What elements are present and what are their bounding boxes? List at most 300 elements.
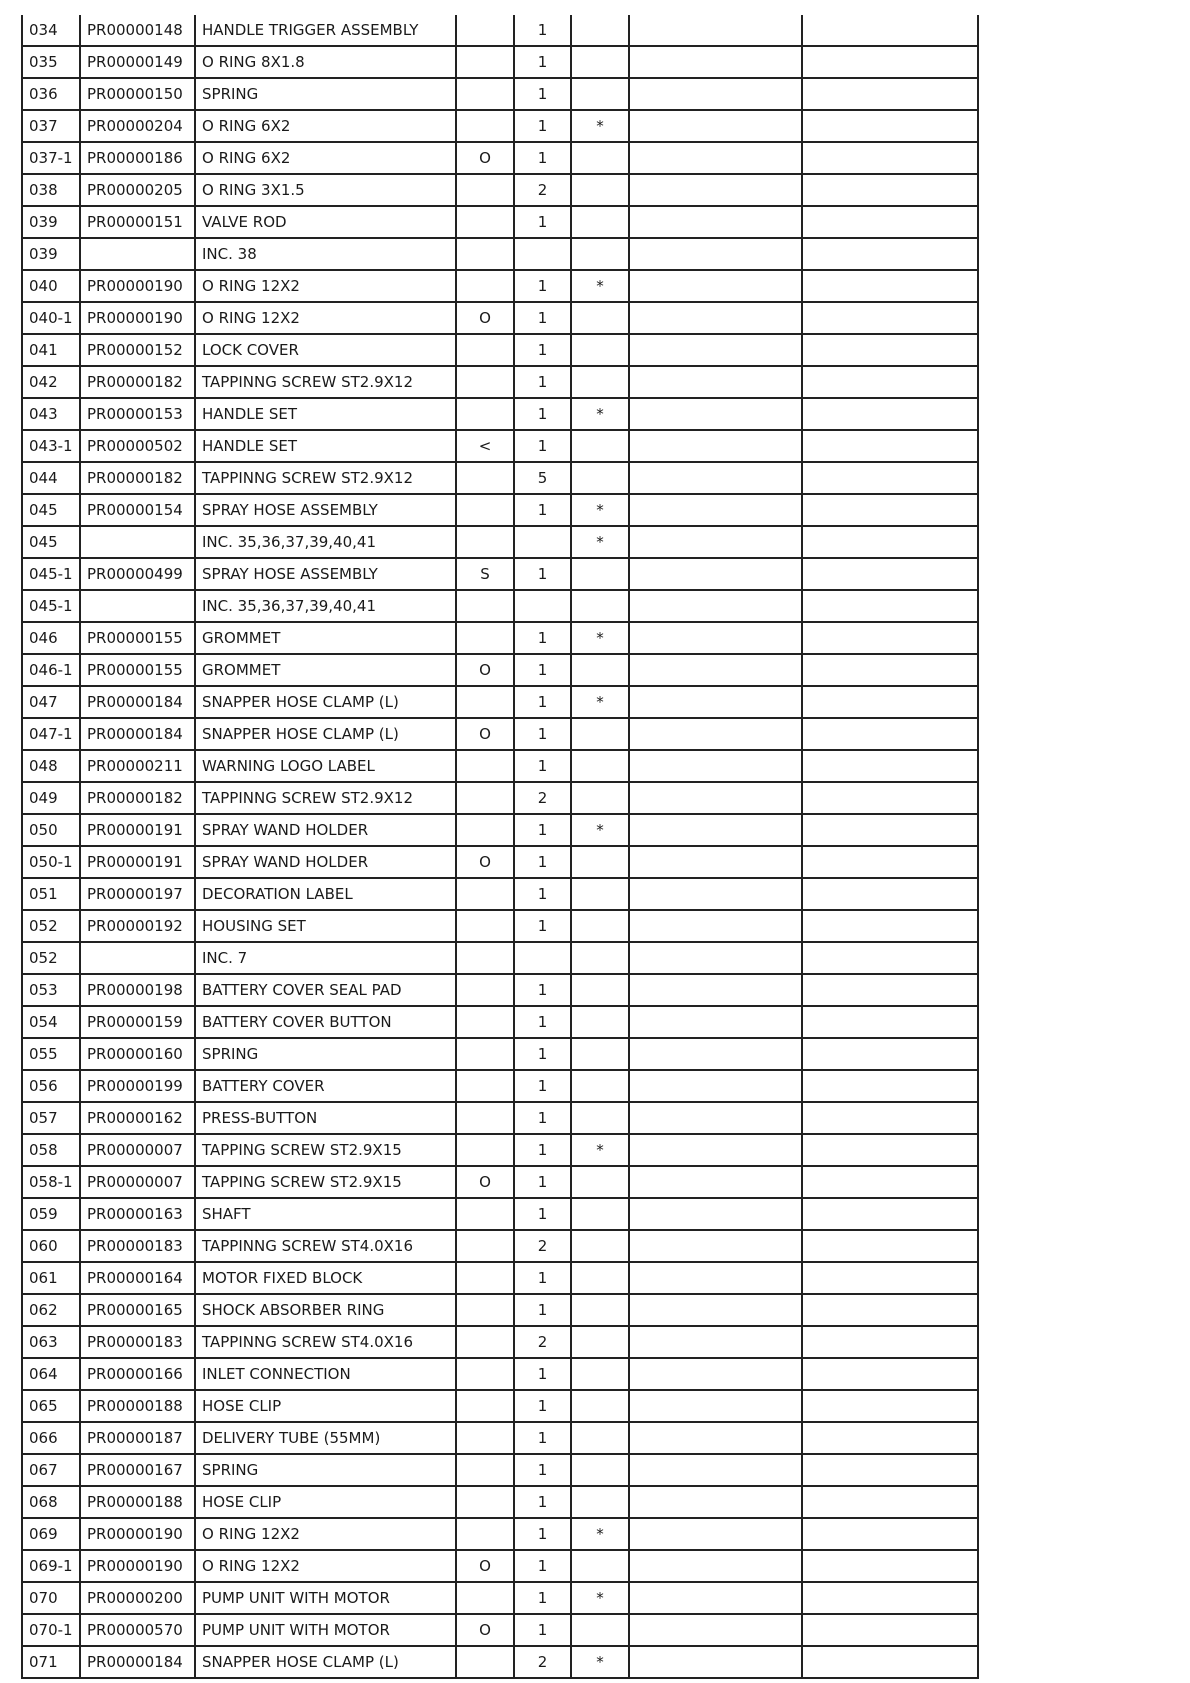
part-number-cell: PR00000182 (80, 782, 195, 814)
item-number-cell: 040-1 (22, 302, 80, 334)
notes-cell (629, 654, 802, 686)
variant-mark-cell (456, 1358, 514, 1390)
spare-mark-cell (571, 1390, 629, 1422)
quantity-cell: 1 (514, 46, 571, 78)
item-number-cell: 048 (22, 750, 80, 782)
variant-mark-cell (456, 1230, 514, 1262)
item-number-cell: 060 (22, 1230, 80, 1262)
spare-mark-cell (571, 1102, 629, 1134)
table-row (22, 430, 978, 462)
variant-mark-cell: O (456, 1166, 514, 1198)
table-row (22, 686, 978, 718)
spare-mark-cell: * (571, 1518, 629, 1550)
remarks-cell (802, 1550, 978, 1582)
notes-cell (629, 334, 802, 366)
notes-cell (629, 430, 802, 462)
table-row (22, 1422, 978, 1454)
remarks-cell (802, 1262, 978, 1294)
item-number-cell: 057 (22, 1102, 80, 1134)
variant-mark-cell (456, 270, 514, 302)
item-number-cell: 054 (22, 1006, 80, 1038)
description-cell: TAPPINNG SCREW ST4.0X16 (195, 1230, 456, 1262)
table-row (22, 206, 978, 238)
remarks-cell (802, 590, 978, 622)
item-number-cell: 070 (22, 1582, 80, 1614)
part-number-cell (80, 238, 195, 270)
quantity-cell: 1 (514, 1358, 571, 1390)
part-number-cell (80, 942, 195, 974)
spare-mark-cell (571, 46, 629, 78)
description-cell: O RING 6X2 (195, 142, 456, 174)
table-row (22, 1518, 978, 1550)
variant-mark-cell: O (456, 302, 514, 334)
item-number-cell: 042 (22, 366, 80, 398)
remarks-cell (802, 750, 978, 782)
table-row (22, 1390, 978, 1422)
remarks-cell (802, 526, 978, 558)
part-number-cell (80, 526, 195, 558)
spare-mark-cell (571, 1454, 629, 1486)
description-cell: MOTOR FIXED BLOCK (195, 1262, 456, 1294)
notes-cell (629, 366, 802, 398)
item-number-cell: 059 (22, 1198, 80, 1230)
variant-mark-cell (456, 1006, 514, 1038)
remarks-cell (802, 1646, 978, 1678)
notes-cell (629, 1294, 802, 1326)
item-number-cell: 039 (22, 206, 80, 238)
table-row (22, 1550, 978, 1582)
notes-cell (629, 1006, 802, 1038)
item-number-cell: 047-1 (22, 718, 80, 750)
part-number-cell: PR00000188 (80, 1486, 195, 1518)
item-number-cell: 038 (22, 174, 80, 206)
notes-cell (629, 110, 802, 142)
table-row (22, 1486, 978, 1518)
remarks-cell (802, 654, 978, 686)
variant-mark-cell (456, 462, 514, 494)
description-cell: BATTERY COVER SEAL PAD (195, 974, 456, 1006)
part-number-cell: PR00000502 (80, 430, 195, 462)
variant-mark-cell (456, 206, 514, 238)
item-number-cell: 044 (22, 462, 80, 494)
remarks-cell (802, 1294, 978, 1326)
quantity-cell: 1 (514, 1198, 571, 1230)
table-row (22, 462, 978, 494)
table-row (22, 1166, 978, 1198)
remarks-cell (802, 1038, 978, 1070)
part-number-cell: PR00000149 (80, 46, 195, 78)
item-number-cell: 049 (22, 782, 80, 814)
quantity-cell: 1 (514, 1038, 571, 1070)
table-row (22, 1646, 978, 1678)
variant-mark-cell (456, 1518, 514, 1550)
variant-mark-cell (456, 878, 514, 910)
description-cell: TAPPINNG SCREW ST2.9X12 (195, 782, 456, 814)
quantity-cell: 1 (514, 1006, 571, 1038)
remarks-cell (802, 814, 978, 846)
notes-cell (629, 1646, 802, 1678)
notes-cell (629, 622, 802, 654)
description-cell: PUMP UNIT WITH MOTOR (195, 1582, 456, 1614)
quantity-cell: 1 (514, 686, 571, 718)
spare-mark-cell (571, 654, 629, 686)
part-number-cell: PR00000151 (80, 206, 195, 238)
part-number-cell: PR00000188 (80, 1390, 195, 1422)
remarks-cell (802, 622, 978, 654)
description-cell: O RING 12X2 (195, 1550, 456, 1582)
remarks-cell (802, 142, 978, 174)
table-row (22, 1582, 978, 1614)
part-number-cell: PR00000211 (80, 750, 195, 782)
notes-cell (629, 1550, 802, 1582)
notes-cell (629, 1134, 802, 1166)
spare-mark-cell (571, 366, 629, 398)
variant-mark-cell: O (456, 718, 514, 750)
table-row (22, 558, 978, 590)
table-row (22, 846, 978, 878)
table-row (22, 974, 978, 1006)
quantity-cell: 1 (514, 78, 571, 110)
description-cell: HOSE CLIP (195, 1486, 456, 1518)
remarks-cell (802, 910, 978, 942)
table-row (22, 302, 978, 334)
item-number-cell: 050 (22, 814, 80, 846)
table-row (22, 15, 978, 46)
item-number-cell: 046-1 (22, 654, 80, 686)
notes-cell (629, 1390, 802, 1422)
variant-mark-cell (456, 1070, 514, 1102)
item-number-cell: 040 (22, 270, 80, 302)
table-row (22, 942, 978, 974)
variant-mark-cell (456, 1198, 514, 1230)
notes-cell (629, 782, 802, 814)
description-cell: BATTERY COVER (195, 1070, 456, 1102)
variant-mark-cell: O (456, 846, 514, 878)
quantity-cell (514, 590, 571, 622)
table-row (22, 494, 978, 526)
variant-mark-cell (456, 942, 514, 974)
spare-mark-cell (571, 174, 629, 206)
notes-cell (629, 942, 802, 974)
part-number-cell: PR00000204 (80, 110, 195, 142)
spare-mark-cell: * (571, 494, 629, 526)
quantity-cell: 1 (514, 1454, 571, 1486)
table-row (22, 46, 978, 78)
quantity-cell (514, 942, 571, 974)
spare-mark-cell (571, 1166, 629, 1198)
part-number-cell: PR00000155 (80, 654, 195, 686)
spare-mark-cell (571, 1198, 629, 1230)
quantity-cell: 1 (514, 1550, 571, 1582)
spare-mark-cell (571, 206, 629, 238)
remarks-cell (802, 270, 978, 302)
parts-table (21, 15, 979, 1679)
part-number-cell: PR00000199 (80, 1070, 195, 1102)
spare-mark-cell: * (571, 270, 629, 302)
description-cell: SPRAY WAND HOLDER (195, 846, 456, 878)
remarks-cell (802, 1102, 978, 1134)
item-number-cell: 061 (22, 1262, 80, 1294)
description-cell: HANDLE SET (195, 398, 456, 430)
remarks-cell (802, 366, 978, 398)
part-number-cell: PR00000205 (80, 174, 195, 206)
quantity-cell: 1 (514, 1262, 571, 1294)
description-cell: HOSE CLIP (195, 1390, 456, 1422)
table-row (22, 1358, 978, 1390)
remarks-cell (802, 206, 978, 238)
item-number-cell: 046 (22, 622, 80, 654)
variant-mark-cell (456, 814, 514, 846)
spare-mark-cell (571, 590, 629, 622)
quantity-cell: 1 (514, 1294, 571, 1326)
table-row (22, 1454, 978, 1486)
description-cell: SPRAY WAND HOLDER (195, 814, 456, 846)
spare-mark-cell (571, 1614, 629, 1646)
description-cell: DECORATION LABEL (195, 878, 456, 910)
notes-cell (629, 910, 802, 942)
table-row (22, 78, 978, 110)
notes-cell (629, 1166, 802, 1198)
notes-cell (629, 1614, 802, 1646)
notes-cell (629, 302, 802, 334)
item-number-cell: 065 (22, 1390, 80, 1422)
remarks-cell (802, 1582, 978, 1614)
quantity-cell: 1 (514, 15, 571, 46)
part-number-cell: PR00000197 (80, 878, 195, 910)
description-cell: INC. 7 (195, 942, 456, 974)
part-number-cell: PR00000162 (80, 1102, 195, 1134)
item-number-cell: 068 (22, 1486, 80, 1518)
item-number-cell: 058 (22, 1134, 80, 1166)
parts-table-body (22, 15, 978, 1678)
part-number-cell: PR00000150 (80, 78, 195, 110)
part-number-cell: PR00000183 (80, 1326, 195, 1358)
spare-mark-cell (571, 1262, 629, 1294)
notes-cell (629, 750, 802, 782)
table-row (22, 174, 978, 206)
part-number-cell: PR00000191 (80, 846, 195, 878)
table-row (22, 1294, 978, 1326)
notes-cell (629, 398, 802, 430)
notes-cell (629, 878, 802, 910)
remarks-cell (802, 1454, 978, 1486)
spare-mark-cell: * (571, 398, 629, 430)
description-cell: O RING 12X2 (195, 1518, 456, 1550)
notes-cell (629, 590, 802, 622)
quantity-cell: 1 (514, 1134, 571, 1166)
quantity-cell: 1 (514, 750, 571, 782)
quantity-cell: 1 (514, 142, 571, 174)
variant-mark-cell (456, 910, 514, 942)
spare-mark-cell (571, 974, 629, 1006)
quantity-cell: 1 (514, 334, 571, 366)
remarks-cell (802, 1390, 978, 1422)
part-number-cell: PR00000570 (80, 1614, 195, 1646)
remarks-cell (802, 1614, 978, 1646)
description-cell: O RING 3X1.5 (195, 174, 456, 206)
notes-cell (629, 142, 802, 174)
notes-cell (629, 1230, 802, 1262)
item-number-cell: 045-1 (22, 558, 80, 590)
table-row (22, 1198, 978, 1230)
spare-mark-cell (571, 334, 629, 366)
table-row (22, 590, 978, 622)
description-cell: INC. 35,36,37,39,40,41 (195, 526, 456, 558)
description-cell: O RING 8X1.8 (195, 46, 456, 78)
item-number-cell: 066 (22, 1422, 80, 1454)
description-cell: SHAFT (195, 1198, 456, 1230)
item-number-cell: 036 (22, 78, 80, 110)
description-cell: O RING 6X2 (195, 110, 456, 142)
remarks-cell (802, 398, 978, 430)
description-cell: SNAPPER HOSE CLAMP (L) (195, 686, 456, 718)
quantity-cell: 1 (514, 622, 571, 654)
remarks-cell (802, 1230, 978, 1262)
part-number-cell: PR00000191 (80, 814, 195, 846)
notes-cell (629, 814, 802, 846)
item-number-cell: 069 (22, 1518, 80, 1550)
notes-cell (629, 558, 802, 590)
part-number-cell: PR00000499 (80, 558, 195, 590)
notes-cell (629, 846, 802, 878)
description-cell: SPRING (195, 1454, 456, 1486)
notes-cell (629, 1102, 802, 1134)
table-row (22, 718, 978, 750)
table-row (22, 750, 978, 782)
table-row (22, 654, 978, 686)
item-number-cell: 045 (22, 494, 80, 526)
remarks-cell (802, 974, 978, 1006)
variant-mark-cell (456, 398, 514, 430)
item-number-cell: 050-1 (22, 846, 80, 878)
variant-mark-cell: O (456, 1550, 514, 1582)
remarks-cell (802, 942, 978, 974)
item-number-cell: 043-1 (22, 430, 80, 462)
notes-cell (629, 1326, 802, 1358)
description-cell: BATTERY COVER BUTTON (195, 1006, 456, 1038)
description-cell: INC. 35,36,37,39,40,41 (195, 590, 456, 622)
table-row (22, 334, 978, 366)
variant-mark-cell (456, 590, 514, 622)
spare-mark-cell (571, 1038, 629, 1070)
spare-mark-cell (571, 846, 629, 878)
quantity-cell: 1 (514, 1166, 571, 1198)
variant-mark-cell: O (456, 1614, 514, 1646)
quantity-cell: 1 (514, 430, 571, 462)
spare-mark-cell (571, 1326, 629, 1358)
quantity-cell: 1 (514, 878, 571, 910)
item-number-cell: 058-1 (22, 1166, 80, 1198)
variant-mark-cell (456, 78, 514, 110)
description-cell: SNAPPER HOSE CLAMP (L) (195, 1646, 456, 1678)
part-number-cell: PR00000198 (80, 974, 195, 1006)
spare-mark-cell (571, 1070, 629, 1102)
part-number-cell: PR00000187 (80, 1422, 195, 1454)
table-row (22, 1326, 978, 1358)
part-number-cell (80, 590, 195, 622)
remarks-cell (802, 78, 978, 110)
remarks-cell (802, 686, 978, 718)
spare-mark-cell (571, 78, 629, 110)
item-number-cell: 056 (22, 1070, 80, 1102)
variant-mark-cell (456, 334, 514, 366)
notes-cell (629, 174, 802, 206)
remarks-cell (802, 302, 978, 334)
quantity-cell: 1 (514, 206, 571, 238)
table-row (22, 910, 978, 942)
part-number-cell: PR00000184 (80, 686, 195, 718)
quantity-cell: 2 (514, 782, 571, 814)
description-cell: SPRING (195, 78, 456, 110)
item-number-cell: 043 (22, 398, 80, 430)
item-number-cell: 069-1 (22, 1550, 80, 1582)
description-cell: DELIVERY TUBE (55MM) (195, 1422, 456, 1454)
quantity-cell: 1 (514, 1582, 571, 1614)
part-number-cell: PR00000190 (80, 1550, 195, 1582)
item-number-cell: 051 (22, 878, 80, 910)
remarks-cell (802, 1134, 978, 1166)
variant-mark-cell (456, 15, 514, 46)
variant-mark-cell: O (456, 142, 514, 174)
quantity-cell (514, 238, 571, 270)
part-number-cell: PR00000152 (80, 334, 195, 366)
item-number-cell: 035 (22, 46, 80, 78)
quantity-cell: 1 (514, 110, 571, 142)
notes-cell (629, 1358, 802, 1390)
notes-cell (629, 974, 802, 1006)
table-row (22, 1134, 978, 1166)
description-cell: INLET CONNECTION (195, 1358, 456, 1390)
description-cell: SPRAY HOSE ASSEMBLY (195, 494, 456, 526)
quantity-cell: 2 (514, 174, 571, 206)
description-cell: TAPPING SCREW ST2.9X15 (195, 1134, 456, 1166)
quantity-cell: 1 (514, 558, 571, 590)
notes-cell (629, 1582, 802, 1614)
remarks-cell (802, 1198, 978, 1230)
quantity-cell: 1 (514, 1390, 571, 1422)
part-number-cell: PR00000184 (80, 718, 195, 750)
description-cell: PUMP UNIT WITH MOTOR (195, 1614, 456, 1646)
spare-mark-cell (571, 942, 629, 974)
spare-mark-cell: * (571, 814, 629, 846)
remarks-cell (802, 238, 978, 270)
variant-mark-cell (456, 1038, 514, 1070)
spare-mark-cell (571, 878, 629, 910)
item-number-cell: 041 (22, 334, 80, 366)
quantity-cell: 1 (514, 974, 571, 1006)
description-cell: VALVE ROD (195, 206, 456, 238)
spare-mark-cell (571, 1294, 629, 1326)
item-number-cell: 062 (22, 1294, 80, 1326)
remarks-cell (802, 718, 978, 750)
variant-mark-cell (456, 1390, 514, 1422)
notes-cell (629, 78, 802, 110)
description-cell: WARNING LOGO LABEL (195, 750, 456, 782)
notes-cell (629, 1038, 802, 1070)
quantity-cell (514, 526, 571, 558)
quantity-cell: 1 (514, 270, 571, 302)
description-cell: LOCK COVER (195, 334, 456, 366)
spare-mark-cell (571, 558, 629, 590)
spare-mark-cell (571, 238, 629, 270)
part-number-cell: PR00000186 (80, 142, 195, 174)
item-number-cell: 070-1 (22, 1614, 80, 1646)
item-number-cell: 039 (22, 238, 80, 270)
remarks-cell (802, 1070, 978, 1102)
table-row (22, 270, 978, 302)
part-number-cell: PR00000159 (80, 1006, 195, 1038)
variant-mark-cell (456, 1646, 514, 1678)
